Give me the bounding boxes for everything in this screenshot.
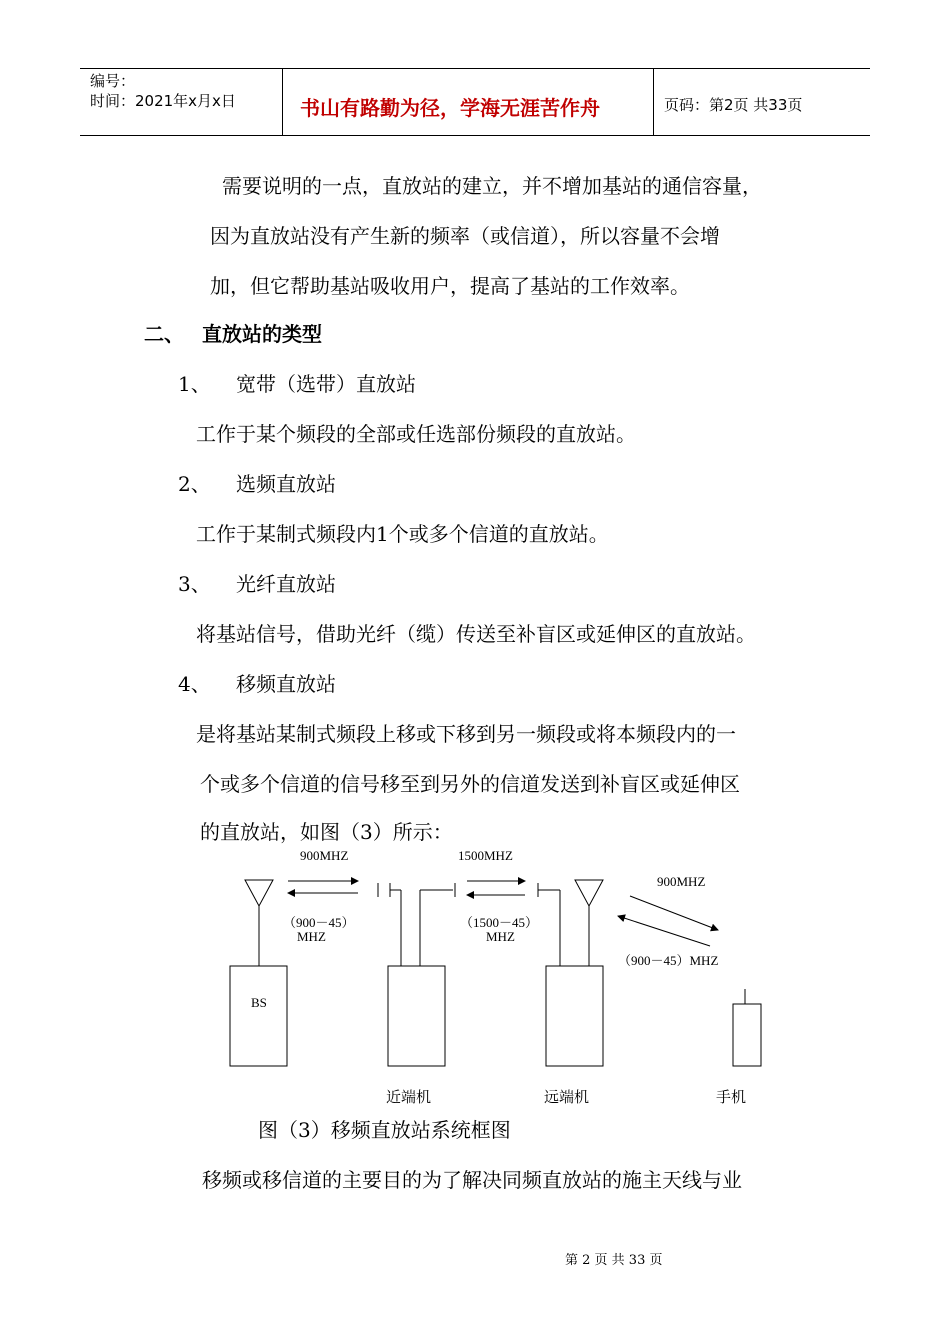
type-number: 2、 <box>178 472 211 496</box>
figure-caption: 图（3）移频直放站系统框图 <box>258 1118 511 1142</box>
label-900: 900MHZ <box>300 848 349 863</box>
type-desc-line: 是将基站某制式频段上移或下移到另一频段或将本频段内的一 <box>196 722 736 746</box>
bs-antenna-icon <box>245 880 273 966</box>
serial-label: 编号： <box>90 72 136 90</box>
header-motto: 书山有路勤为径，学海无涯苦作舟 <box>300 96 600 120</box>
type-desc: 工作于某制式频段内1个或多个信道的直放站。 <box>196 522 609 546</box>
paragraph-line: 加，但它帮助基站吸收用户，提高了基站的工作效率。 <box>210 274 690 298</box>
label-1500-45: （1500－45） <box>460 915 539 930</box>
footer-page: 第 2 页 共 33 页 <box>565 1253 663 1268</box>
label-far-end: 远端机 <box>544 1088 590 1106</box>
label-900-right: 900MHZ <box>657 874 706 889</box>
near-antenna-icon <box>378 883 455 966</box>
near-end-box <box>388 966 445 1066</box>
type-title: 宽带（选带）直放站 <box>236 372 416 396</box>
paragraph-line: 因为直放站没有产生新的频率（或信道），所以容量不会增 <box>210 224 720 248</box>
type-desc-line: 的直放站，如图（3）所示： <box>200 820 453 844</box>
type-desc-line: 个或多个信道的信号移至到另外的信道发送到补盲区或延伸区 <box>200 772 740 796</box>
label-phone: 手机 <box>716 1088 747 1106</box>
arrow-diag-back <box>618 916 710 946</box>
type-number: 4、 <box>178 672 211 696</box>
label-mhz-a: MHZ <box>297 929 326 944</box>
type-title: 移频直放站 <box>236 672 336 696</box>
type-title: 选频直放站 <box>236 472 336 496</box>
far-end-box <box>546 966 603 1066</box>
page-info: 页码：第2页 共33页 <box>664 96 803 114</box>
label-mhz-b: MHZ <box>486 929 515 944</box>
far-antenna-icon <box>538 880 603 966</box>
arrow-diag-forward <box>630 896 718 930</box>
bs-box <box>230 966 287 1066</box>
paragraph-line: 需要说明的一点，直放站的建立，并不增加基站的通信容量， <box>222 174 762 198</box>
type-number: 3、 <box>178 572 211 596</box>
section-number: 二、 <box>144 322 184 346</box>
label-900-45-right: （900－45）MHZ <box>618 953 719 968</box>
type-desc: 将基站信号，借助光纤（缆）传送至补盲区或延伸区的直放站。 <box>196 622 756 646</box>
label-bs: BS <box>251 995 267 1010</box>
type-title: 光纤直放站 <box>236 572 336 596</box>
label-1500: 1500MHZ <box>458 848 513 863</box>
time-label: 时间：2021年x月x日 <box>90 92 236 110</box>
phone-icon <box>733 989 761 1066</box>
paragraph-line: 移频或移信道的主要目的为了解决同频直放站的施主天线与业 <box>202 1168 742 1192</box>
type-number: 1、 <box>178 372 211 396</box>
type-desc: 工作于某个频段的全部或任选部份频段的直放站。 <box>196 422 636 446</box>
section-title: 直放站的类型 <box>202 322 322 346</box>
label-near-end: 近端机 <box>386 1088 432 1106</box>
label-900-45-a: （900－45） <box>283 915 355 930</box>
